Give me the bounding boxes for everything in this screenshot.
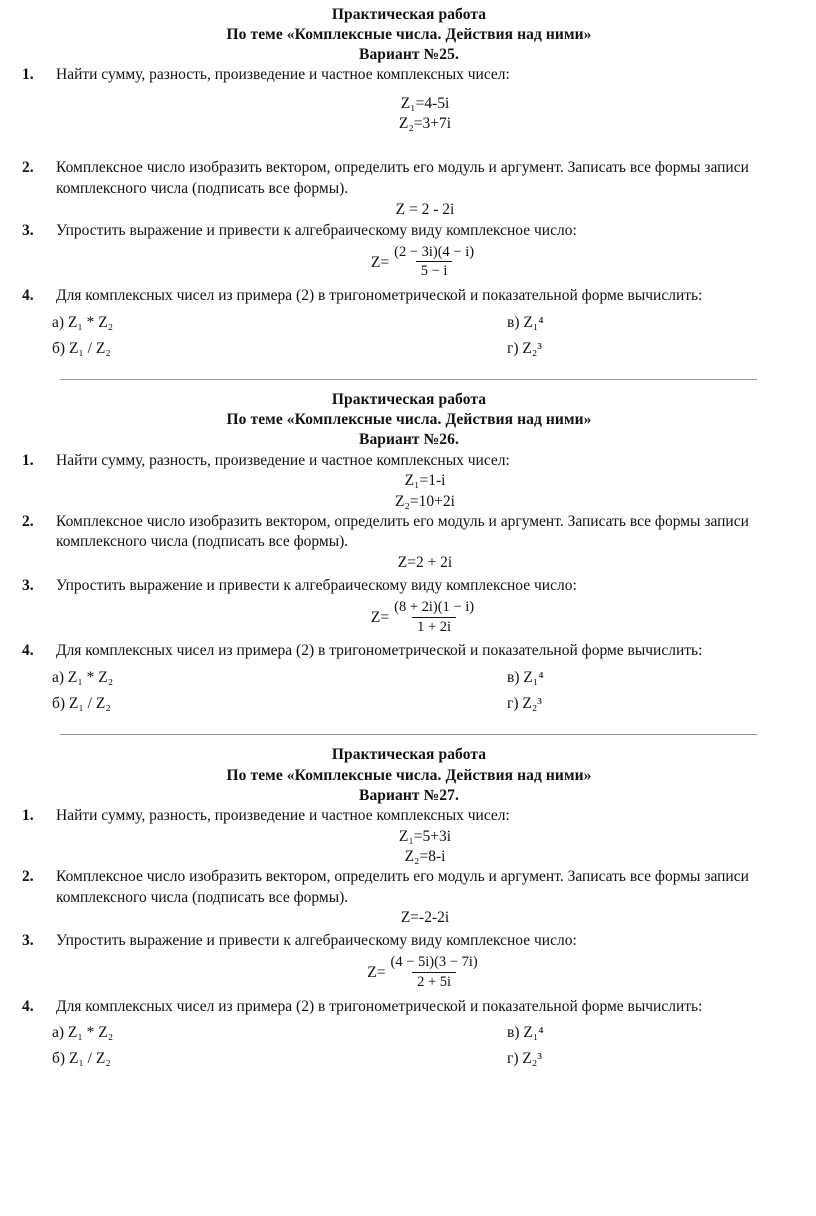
task-1-z1-value: Z₁=4-5i (400, 95, 450, 113)
task-3-fraction (389, 244, 479, 281)
task-list-27 (18, 806, 800, 1018)
task-4-text: Для комплексных чисел из примера (2) в тригонометрической и показательной форме вычислить: (56, 642, 703, 660)
task-list-26 (18, 451, 800, 663)
task-item-3 (18, 931, 800, 990)
fraction-numerator: (2 − 3i)(4 − i) (394, 243, 475, 260)
subitem-g-expr: Z₂³ (522, 695, 542, 713)
task-3-fraction (385, 954, 482, 991)
heading-variant-number: Вариант №27. (359, 786, 459, 804)
subitem-b-expr: Z₁ / Z₂ (68, 340, 111, 358)
subitem-v-expr: Z₁⁴ (523, 1024, 544, 1042)
task-3-fraction-row (56, 954, 800, 991)
task-item-2 (18, 867, 800, 929)
task-4-text: Для комплексных чисел из примера (2) в тригонометрической и показательной форме вычислить: (56, 997, 703, 1015)
subitem-v (507, 1023, 544, 1043)
subitem-g (507, 1049, 542, 1069)
task-item-2 (18, 158, 800, 220)
task-3-text: Упростить выражение и привести к алгебраическому виду комплексное число: (56, 221, 577, 239)
subitem-row-a-v (18, 313, 800, 333)
subitem-a-expr: Z₁ * Z₂ (67, 669, 114, 687)
subitem-row-a-v (18, 668, 800, 688)
subitem-b (52, 1049, 507, 1069)
subitem-a (52, 668, 507, 688)
task-1-z2-value: Z₂=8-i (404, 847, 446, 865)
subitem-g (507, 694, 542, 714)
fraction-denominator: 5 − i (416, 261, 453, 280)
task-1-z2-value: Z₂=10+2i (395, 492, 455, 510)
task-3-text: Упростить выражение и привести к алгебраическому виду комплексное число: (56, 576, 577, 594)
subitem-b (52, 339, 507, 359)
subitem-g-label: г) (507, 695, 519, 713)
fraction-z-equals: Z= (367, 963, 386, 981)
task-2-z-value: Z = 2 - 2i (395, 201, 455, 218)
heading-topic: По теме «Комплексные числа. Действия над ними» (226, 26, 592, 44)
heading-practical-work: Практическая работа (331, 6, 487, 23)
fraction-z-equals: Z= (370, 253, 390, 271)
task-1-z1-value: Z₁=5+3i (398, 827, 452, 845)
heading-variant-number: Вариант №26. (359, 431, 459, 449)
subitem-row-a-v (18, 1023, 800, 1043)
subitem-row-b-g (18, 694, 800, 714)
subitem-v-label: в) (507, 1024, 520, 1042)
task-4-text: Для комплексных чисел из примера (2) в тригонометрической и показательной форме вычислить: (56, 287, 703, 305)
subitem-v-expr: Z₁⁴ (523, 669, 544, 687)
task-1-text: Найти сумму, разность, произведение и частное комплексных чисел: (56, 451, 510, 469)
fraction-denominator: 1 + 2i (412, 617, 456, 636)
fraction-numerator: (8 + 2i)(1 − i) (394, 598, 475, 615)
task-item-3 (18, 221, 800, 280)
task-1-text: Найти сумму, разность, произведение и частное комплексных чисел: (56, 66, 510, 84)
task-3-fraction-row (56, 244, 800, 281)
variant-section-25 (0, 0, 816, 359)
task-2-z-value: Z=-2-2i (400, 909, 450, 927)
task-item-1 (18, 451, 800, 512)
task-2-text: Комплексное число изобразить вектором, определить его модуль и аргумент. Записать все формы записи комплексного числа (подписать все формы). (56, 512, 749, 551)
subitem-v (507, 313, 544, 333)
heading-topic: По теме «Комплексные числа. Действия над ними» (226, 766, 592, 784)
subitem-v-label: в) (507, 669, 520, 687)
fraction-numerator: (4 − 5i)(3 − 7i) (390, 953, 478, 970)
subitem-a-expr: Z₁ * Z₂ (67, 1024, 114, 1042)
task-item-3 (18, 576, 800, 635)
heading-practical-work: Практическая работа (331, 746, 487, 764)
subitem-v (507, 668, 544, 688)
subitem-b (52, 694, 507, 714)
subitem-g-label: г) (507, 340, 519, 358)
subitem-a (52, 313, 507, 333)
task-item-1 (18, 65, 800, 134)
variant-heading-26 (18, 390, 800, 450)
subitem-a (52, 1023, 507, 1043)
subitem-g-label: г) (507, 1050, 519, 1068)
heading-topic: По теме «Комплексные числа. Действия над ними» (226, 411, 592, 429)
fraction-denominator: 2 + 5i (412, 972, 456, 991)
heading-variant-number: Вариант №25. (359, 46, 459, 64)
subitem-b-label: б) (52, 340, 66, 358)
subitem-b-expr: Z₁ / Z₂ (68, 1050, 111, 1068)
task-2-z-value: Z=2 + 2i (397, 554, 453, 572)
task-list-25 (18, 65, 800, 307)
variant-heading-25 (18, 5, 800, 65)
task-1-z2-value: Z₂=3+7i (398, 115, 452, 133)
subitem-g-expr: Z₂³ (522, 1050, 542, 1068)
task-item-1 (18, 806, 800, 867)
variant-section-26 (0, 390, 816, 714)
variant-heading-27 (18, 745, 800, 805)
subitem-a-label: а) (52, 313, 65, 331)
subitem-g (507, 339, 542, 359)
task-item-4 (18, 286, 800, 307)
task-3-fraction-row (56, 599, 800, 636)
subitem-b-label: б) (52, 1050, 66, 1068)
subitem-v-expr: Z₁⁴ (523, 313, 544, 331)
subitem-a-expr: Z₁ * Z₂ (67, 313, 114, 331)
task-1-text: Найти сумму, разность, произведение и частное комплексных чисел: (56, 806, 510, 824)
subitem-row-b-g (18, 339, 800, 359)
subitem-b-expr: Z₁ / Z₂ (68, 695, 111, 713)
task-2-text: Комплексное число изобразить вектором, определить его модуль и аргумент. Записать все формы записи комплексного числа (подписать все формы). (56, 867, 749, 906)
subitem-v-label: в) (507, 313, 520, 331)
task-item-2 (18, 512, 800, 574)
task-3-text: Упростить выражение и привести к алгебраическому виду комплексное число: (56, 932, 577, 950)
fraction-z-equals: Z= (370, 608, 390, 626)
task-1-z1-value: Z₁=1-i (404, 472, 446, 490)
subitem-row-b-g (18, 1049, 800, 1069)
task-3-fraction (389, 599, 479, 636)
variant-section-27 (0, 745, 816, 1069)
task-item-4 (18, 641, 800, 662)
subitem-b-label: б) (52, 695, 66, 713)
subitem-g-expr: Z₂³ (522, 340, 542, 358)
heading-practical-work: Практическая работа (331, 391, 487, 409)
subitem-a-label: а) (52, 669, 65, 687)
task-2-text: Комплексное число изобразить вектором, определить его модуль и аргумент. Записать все формы записи комплексного числа (подписать все формы). (56, 159, 749, 198)
subitem-a-label: а) (52, 1024, 65, 1042)
task-item-4 (18, 997, 800, 1018)
